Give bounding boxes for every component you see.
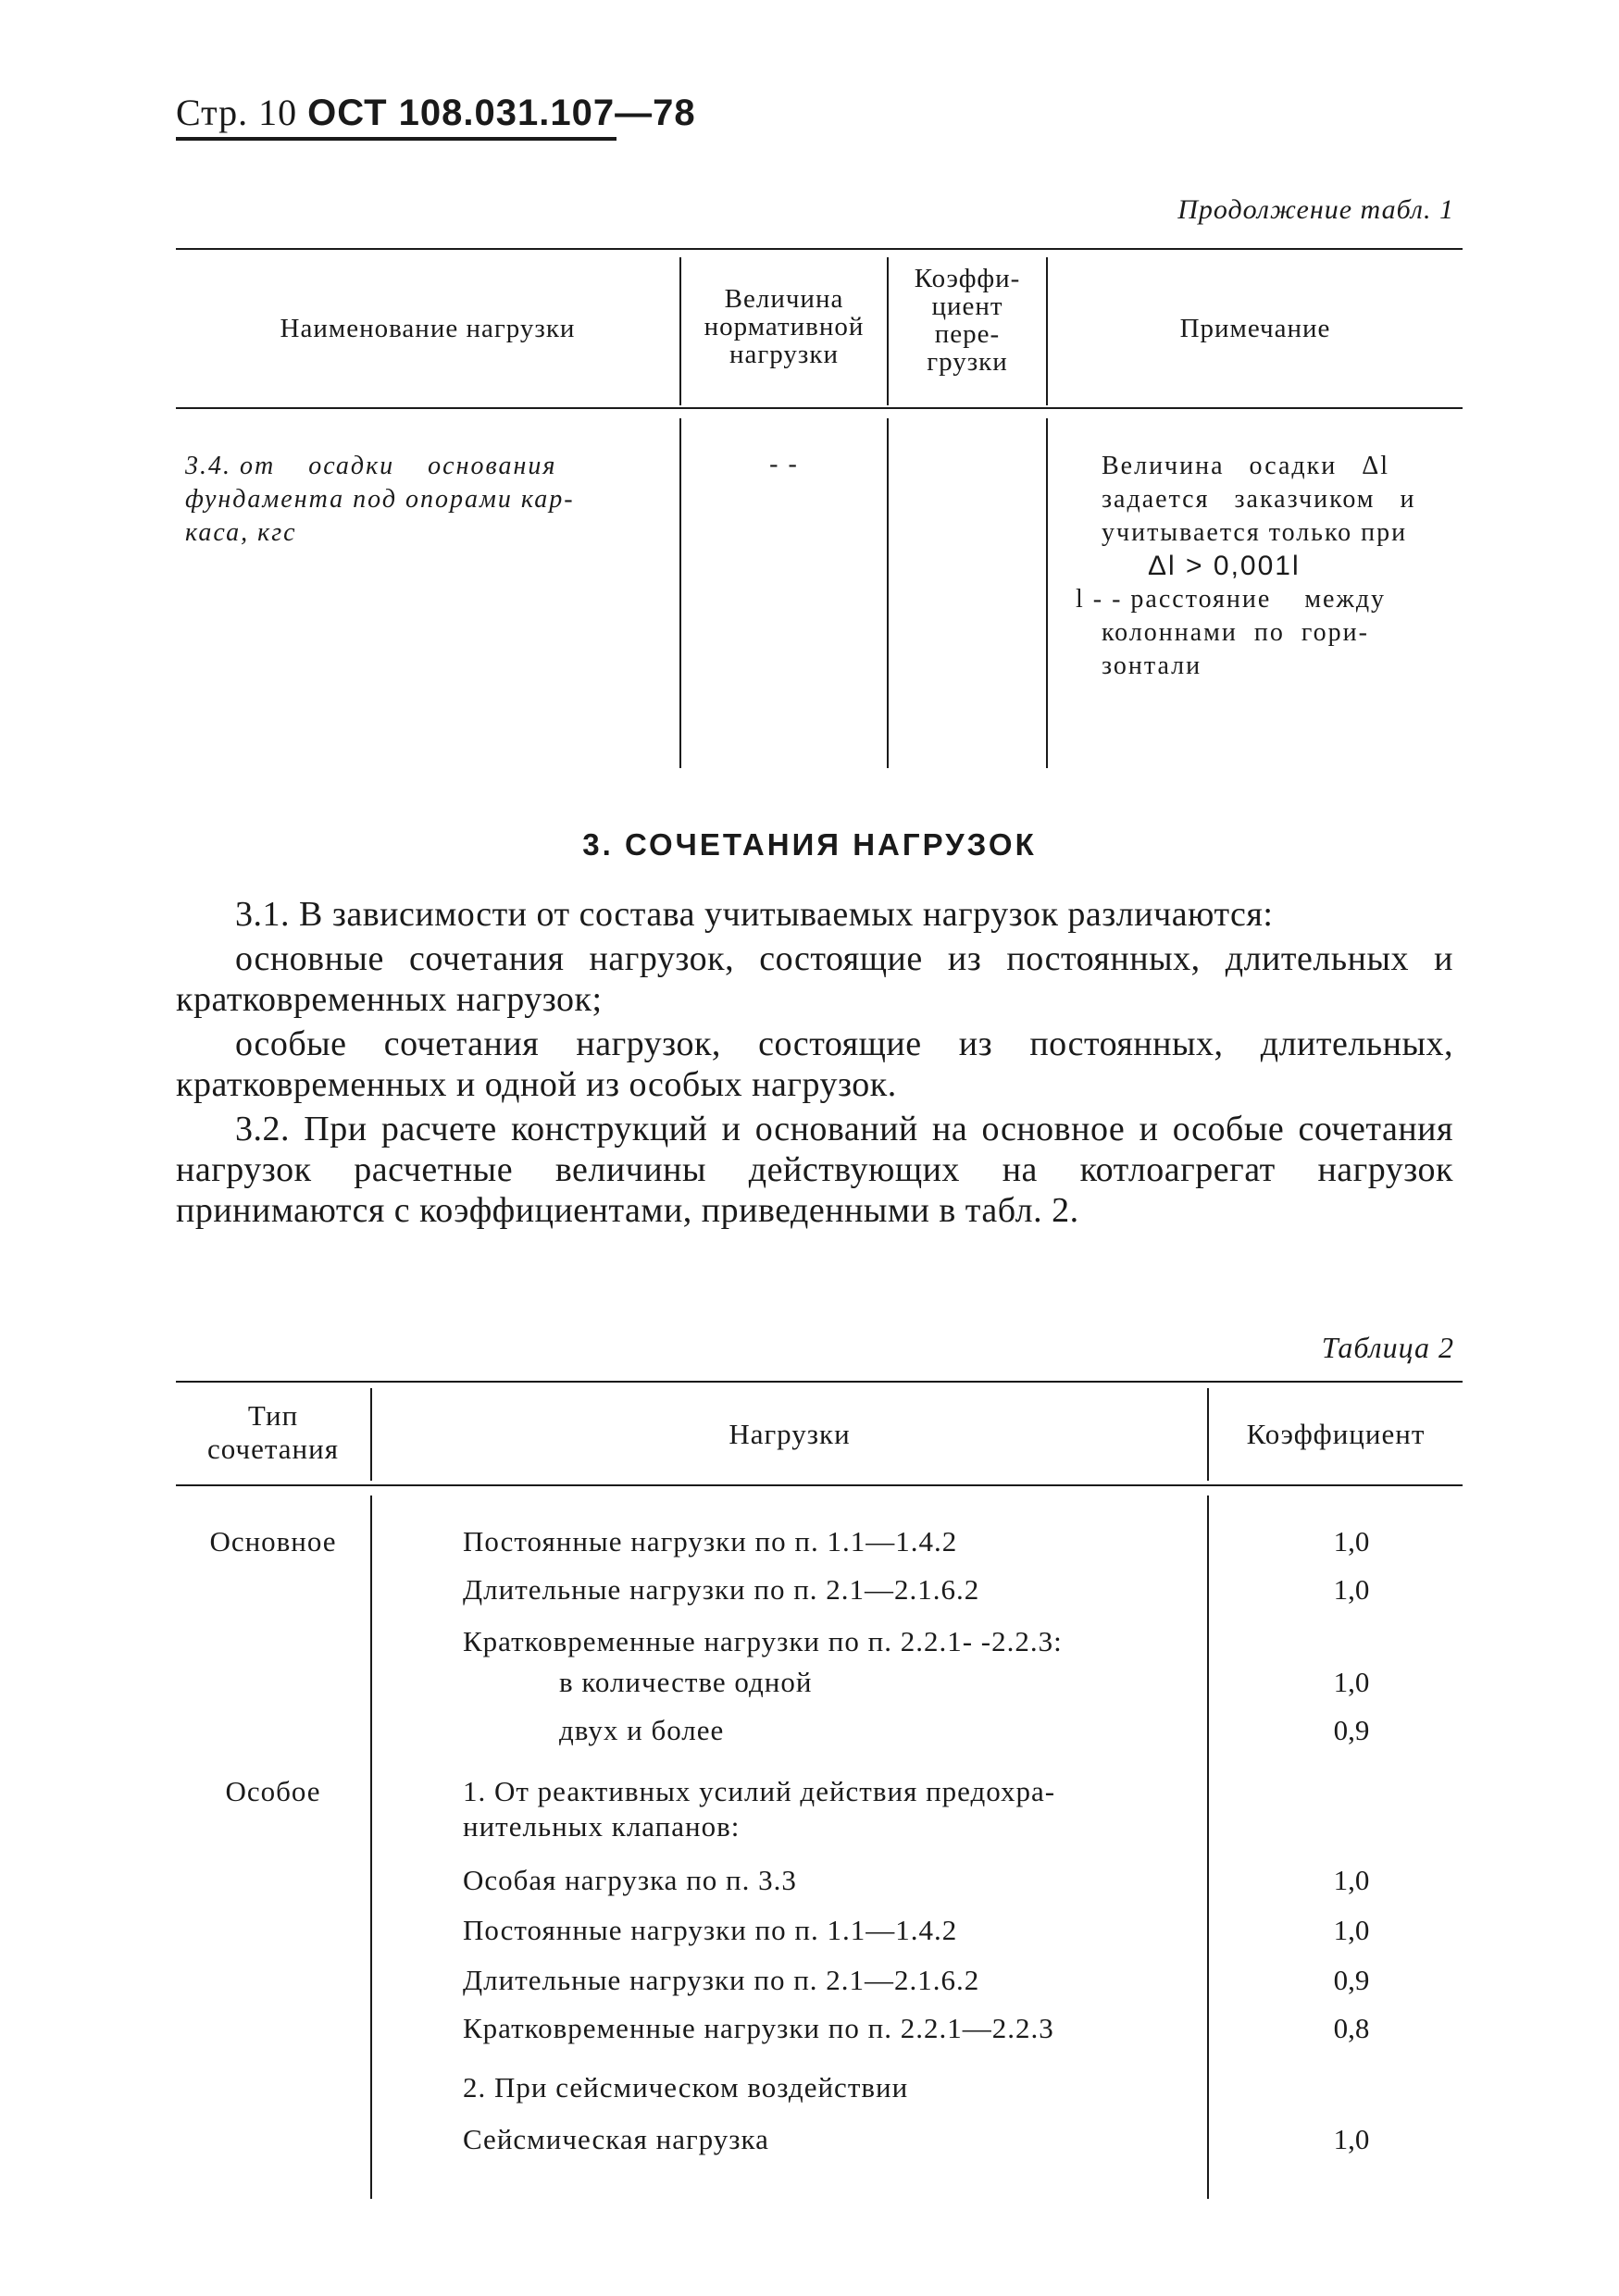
table1-row-normative: - - (769, 450, 799, 478)
table-row: двух и более (559, 1714, 725, 1746)
table1-header-name: Наименование нагрузки (280, 314, 576, 343)
table1-header-note: Примечание (1179, 314, 1331, 343)
coef-value: 0,9 (1333, 1964, 1370, 1996)
type-special: Особое (225, 1775, 321, 1807)
table1-header-rule (176, 407, 1463, 409)
table-row: Длительные нагрузки по п. 2.1—2.1.6.2 (463, 1964, 980, 1996)
paragraph-special: особые сочетания нагрузок, состоящие из постоянных, длительных, кратковременных и одной из особых нагрузок. (176, 1024, 1453, 1104)
table1-header-normative: Величина нормативной нагрузки (704, 284, 865, 369)
table-row: Постоянные нагрузки по п. 1.1—1.4.2 (463, 1914, 958, 1946)
paragraph-3-1: 3.1. В зависимости от состава учитываемых нагрузок различаются: (235, 895, 1274, 934)
coef-value: 1,0 (1333, 1666, 1370, 1698)
table-row: Особая нагрузка по п. 3.3 (463, 1864, 797, 1896)
table2-header-coef: Коэффициент (1246, 1418, 1426, 1450)
paragraph-basic: основные сочетания нагрузок, состоящие из постоянных, длительных и кратковременных нагрузок; (176, 939, 1453, 1019)
table-row: в количестве одной (559, 1666, 813, 1698)
page-number: Стр. 10 (176, 92, 298, 133)
section-title: 3. СОЧЕТАНИЯ НАГРУЗОК (582, 827, 1037, 862)
paragraph-3-2: 3.2. При расчете конструкций и оснований на основное и особые сочетания нагрузок расчетные величины действующих на котлоагрегат нагрузок принимаются с коэффициентами, приведенными в табл. 2. (176, 1110, 1453, 1230)
table1-top-rule (176, 248, 1463, 250)
table1-row-note: Величина осадки Δl задается заказчиком и учитывается только при Δl > 0,001l l - - расстояние между колоннами по гори- зонтали (1102, 450, 1472, 683)
table-row: нительных клапанов: (463, 1810, 741, 1843)
table-row: 2. При сейсмическом воздействии (463, 2071, 909, 2104)
table2-caption: Таблица 2 (1321, 1331, 1454, 1364)
table1-header-coefficient: Коэффи- циент пере- грузки (914, 264, 1021, 377)
coef-value: 1,0 (1333, 1525, 1370, 1558)
standard-code: ОСТ 108.031.107—78 (307, 93, 696, 133)
page-header (176, 91, 696, 134)
table-row: Постоянные нагрузки по п. 1.1—1.4.2 (463, 1525, 958, 1558)
coef-value: 1,0 (1333, 1914, 1370, 1946)
coef-value: 1,0 (1333, 1864, 1370, 1896)
table-row: 1. От реактивных усилий действия предохра- (463, 1775, 1056, 1807)
table-row: Кратковременные нагрузки по п. 2.2.1—2.2.3 (463, 2012, 1054, 2044)
coef-value: 0,8 (1333, 2012, 1370, 2044)
table1-caption: Продолжение табл. 1 (1177, 194, 1454, 225)
type-basic: Основное (209, 1525, 337, 1558)
table-row: Длительные нагрузки по п. 2.1—2.1.6.2 (463, 1573, 980, 1606)
coef-value: 1,0 (1333, 1573, 1370, 1606)
table-row: Сейсмическая нагрузка (463, 2123, 769, 2155)
body-text (176, 894, 1453, 1231)
table2-header-rule (176, 1484, 1463, 1486)
table2-header-loads: Нагрузки (729, 1418, 851, 1450)
header-underline (176, 137, 616, 141)
table1-row-name: 3.4. от осадки основания фундамента под опорами кар- каса, кгс (185, 452, 575, 547)
coef-value: 1,0 (1333, 2123, 1370, 2155)
coef-value: 0,9 (1333, 1714, 1370, 1746)
table-row: Кратковременные нагрузки по п. 2.2.1- -2.2.3: (463, 1625, 1063, 1657)
formula: Δl > 0,001l (1148, 551, 1301, 581)
table2-header-type: Тип сочетания (207, 1399, 339, 1465)
table2-top-rule (176, 1381, 1463, 1383)
